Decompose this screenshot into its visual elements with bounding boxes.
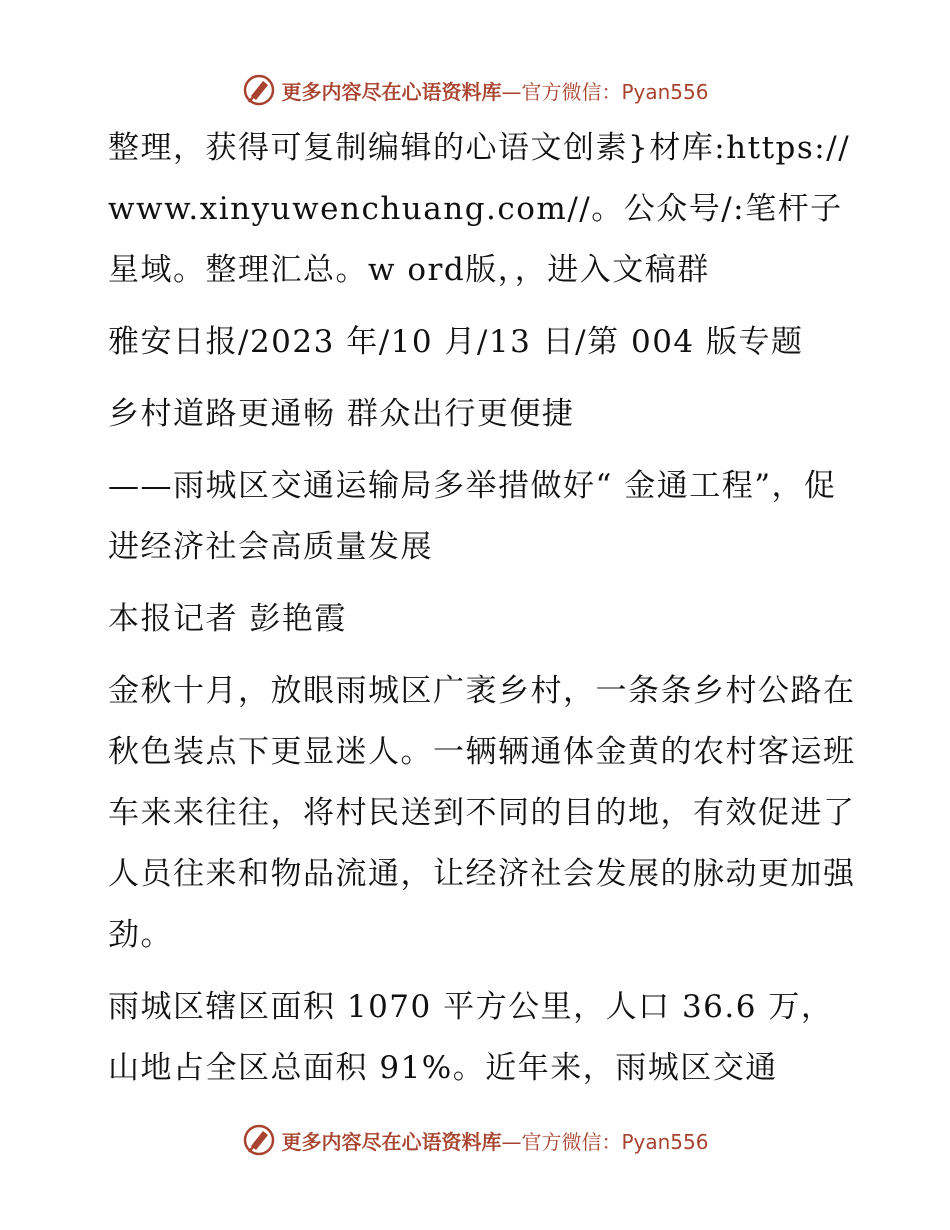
banner-title: 更多内容尽在心语资料库: [281, 79, 502, 104]
article-subtitle: ——雨城区交通运输局多举措做好“ 金通工程”，促进经济社会高质量发展: [108, 468, 837, 565]
banner-wechat: 官方微信：Pyan556: [521, 1129, 709, 1154]
banner-text: [281, 76, 708, 105]
pen-nib-logo-icon: [241, 72, 277, 108]
body-paragraph: 金秋十月，放眼雨城区广袤乡村，一条条乡村公路在秋色装点下更显迷人。一辆辆通体金黄的农村客运班车来来往往，将村民送到不同的目的地，有效促进了人员往来和物品流通，让经济社会发展的脉动更加强劲。: [108, 673, 856, 953]
pen-nib-logo-icon: [241, 1122, 277, 1158]
source-line: 雅安日报/2023 年/10 月/13 日/第 004 版专题: [108, 324, 804, 360]
intro-paragraph: 整理，获得可复制编辑的心语文创素}材库:https://www.xinyuwenchuang.com//。公众号/:笔杆子星域。整理汇总。w ord版，，进入文稿群: [108, 130, 851, 288]
byline: 本报记者 彭艳霞: [108, 601, 347, 637]
header-banner: [0, 70, 950, 110]
body-paragraph: 雨城区辖区面积 1070 平方公里，人口 36.6 万，山地占全区总面积 91%。近年来，雨城区交通: [108, 989, 834, 1086]
banner-wechat: 官方微信：Pyan556: [521, 79, 709, 104]
banner-title: 更多内容尽在心语资料库: [281, 1129, 502, 1154]
banner-separator: —: [501, 79, 522, 104]
footer-banner: [0, 1120, 950, 1160]
article-title: 乡村道路更通畅 群众出行更便捷: [108, 396, 575, 432]
document-body: [98, 118, 858, 1110]
banner-separator: —: [501, 1129, 522, 1154]
banner-text: [281, 1126, 708, 1155]
